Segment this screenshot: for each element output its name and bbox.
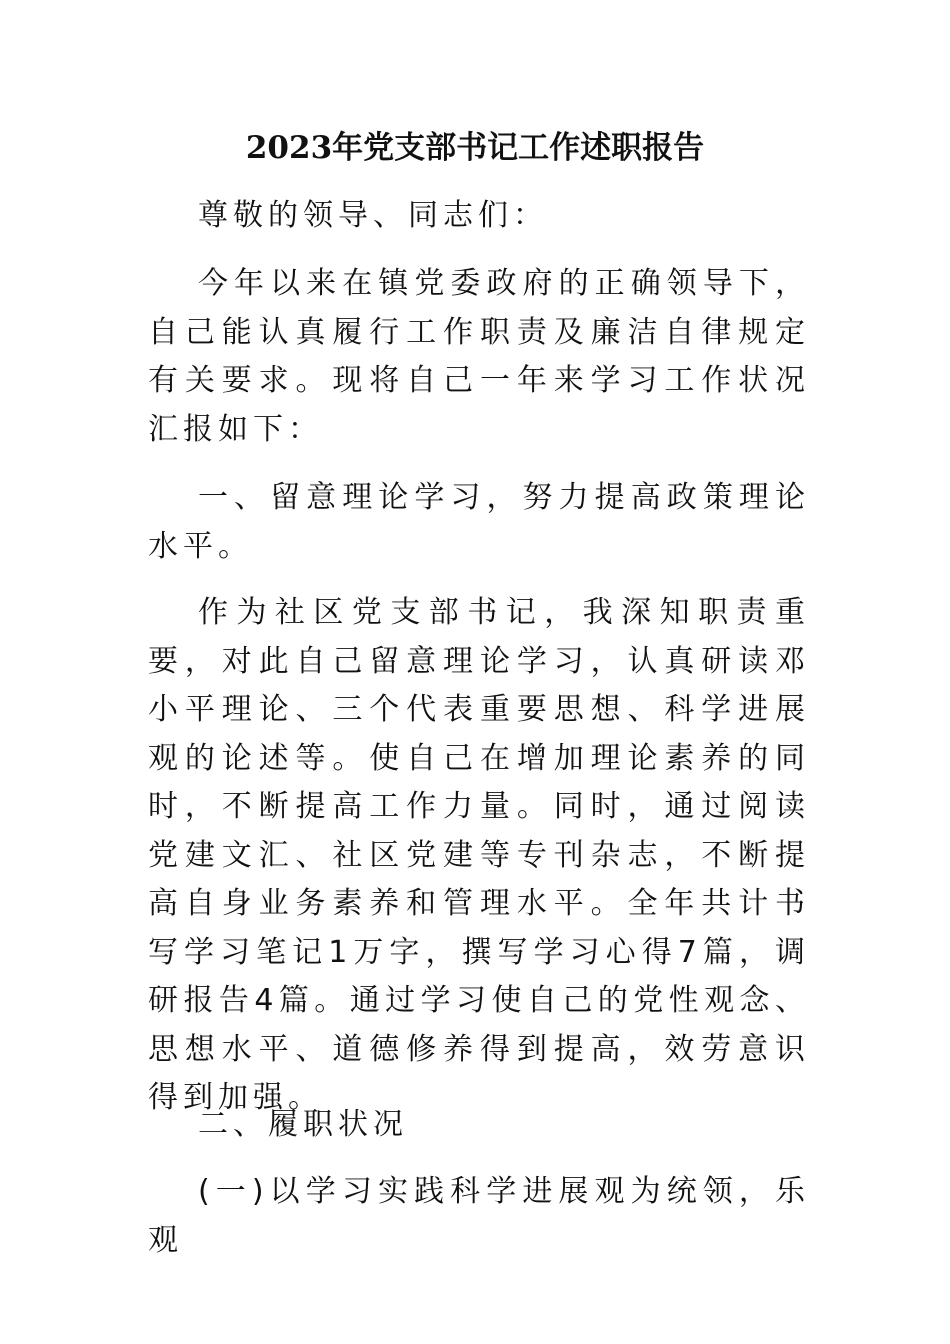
document-title: 2023年党支部书记工作述职报告	[245, 130, 705, 166]
body-paragraph: 作为社区党支部书记，我深知职责重要，对此自己留意理论学习，认真研读邓小平理论、三个代表重要思想、科学进展观的论述等。使自己在增加理论素养的同时，不断提高工作力量。同时，通过阅读党建文汇、社区党建等专刊杂志，不断提高自身业务素养和管理水平。全年共计书写学习笔记1万字，撰写学习心得7篇，调研报告4篇。通过学习使自己的党性观念、思想水平、道德修养得到提高，效劳意识得到加强。	[148, 595, 810, 1115]
intro-paragraph: 今年以来在镇党委政府的正确领导下，自己能认真履行工作职责及廉洁自律规定有关要求。现将自己一年来学习工作状况汇报如下：	[148, 266, 810, 447]
salutation-paragraph: 尊敬的领导、同志们：	[198, 198, 548, 233]
section-heading-1: 一、留意理论学习，努力提高政策理论水平。	[148, 480, 810, 564]
section-heading-2: 二、履职状况	[198, 1107, 408, 1142]
subsection-heading-1: (一)以学习实践科学进展观为统领，乐观	[148, 1174, 810, 1258]
